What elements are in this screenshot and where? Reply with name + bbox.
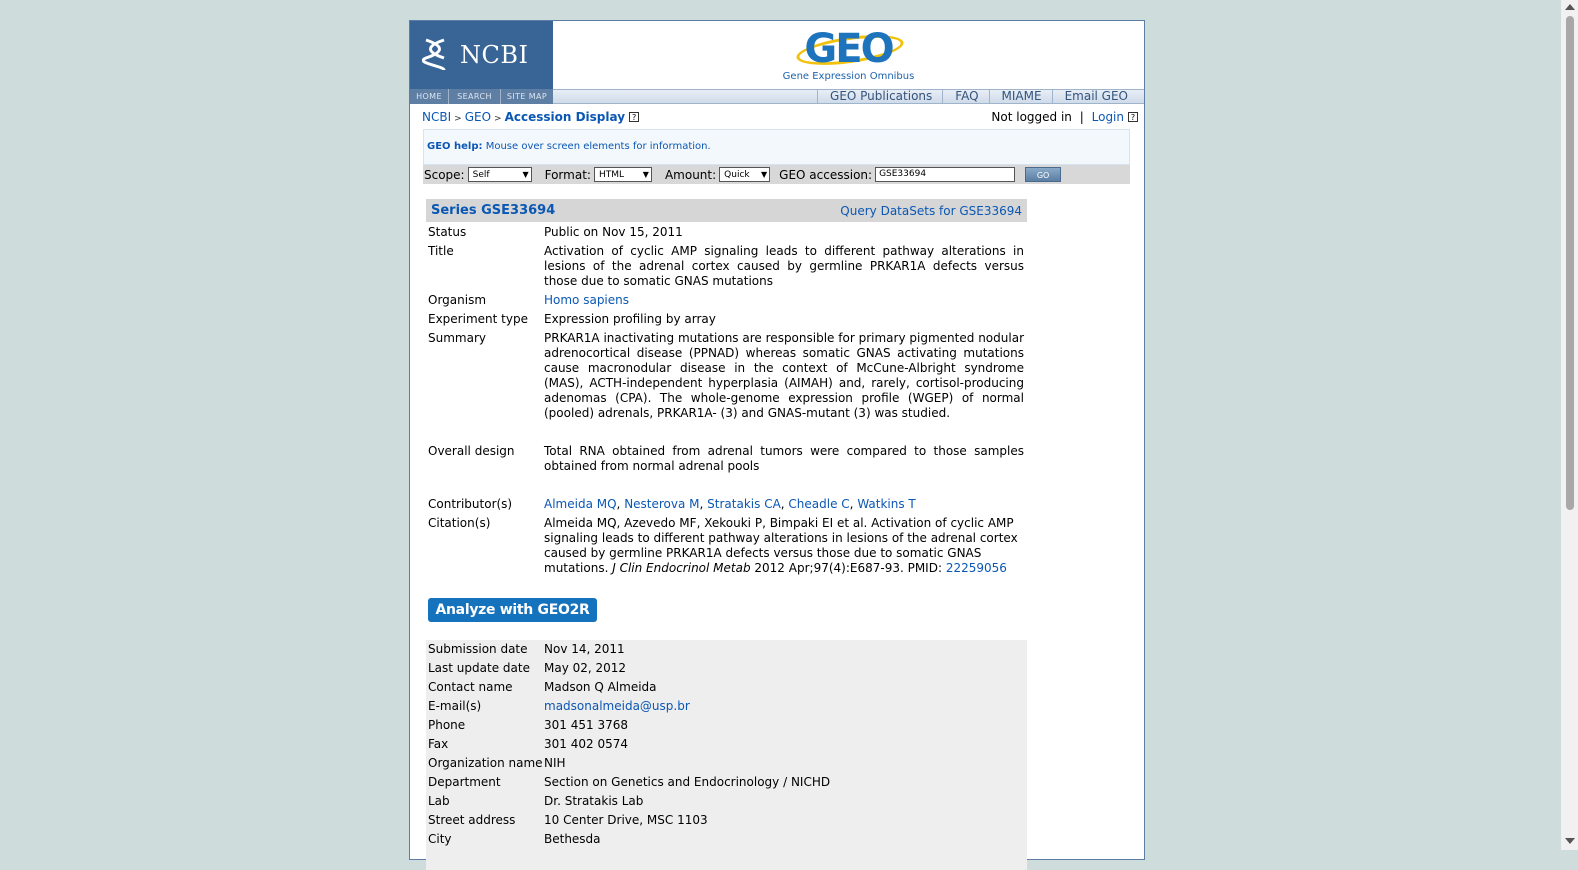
amount-select[interactable]: Quick ▼	[719, 167, 770, 182]
contributor-link[interactable]: Stratakis CA	[707, 497, 781, 511]
nav-email-geo[interactable]: Email GEO	[1052, 90, 1138, 103]
ncbi-wordmark: NCBI	[460, 41, 529, 69]
series-header	[426, 199, 1027, 222]
help-icon[interactable]: ?	[629, 112, 639, 122]
accession-label: GEO accession:	[779, 167, 873, 182]
login-link[interactable]: Login	[1091, 110, 1124, 124]
organism-link[interactable]: Homo sapiens	[544, 293, 630, 307]
nav-faq[interactable]: FAQ	[942, 90, 988, 103]
help-icon[interactable]: ?	[1128, 112, 1138, 122]
geo-logo[interactable]	[553, 21, 1144, 89]
go-button[interactable]: GO	[1025, 167, 1061, 182]
organism-row: Organism Homo sapiens	[428, 293, 630, 307]
title-row: Title Activation of cyclic AMP signaling leads to different pathway alterations in lesions of the adrenal cortex caused by germline PRKAR1A defects versus those due to somatic GNAS mutations	[428, 244, 1024, 288]
summary-row: Summary PRKAR1A inactivating mutations are responsible for primary pigmented nodular adrenocortical disease (PPNAD) whereas somatic GNAS activating mutations cause macronodular disease in the context of McCune-Albright syndrome (MAS), ACTH-independent hyperplasia (AIMAH) and, rarely, cortisol-producing adenomas (CPA). The whole-genome expression profile (WGEP) of normal (pooled) adrenals, PRKAR1A- (3) and GNAS-mutant (3) was studied.	[428, 331, 1024, 420]
submission-row: Contact name Madson Q Almeida	[428, 680, 657, 694]
breadcrumb-sep: >	[454, 114, 462, 124]
contributor-link[interactable]: Watkins T	[857, 497, 916, 511]
breadcrumb-sep: >	[494, 114, 502, 124]
login-area	[991, 110, 1138, 124]
query-bar	[423, 165, 1130, 184]
help-text: Mouse over screen elements for information.	[485, 141, 711, 152]
experiment-type-row: Experiment type Expression profiling by array	[428, 312, 716, 326]
contributor-link[interactable]: Almeida MQ	[544, 497, 617, 511]
scroll-thumb[interactable]	[1566, 16, 1574, 510]
submission-row: City Bethesda	[428, 832, 601, 846]
scroll-up-icon[interactable]	[1565, 4, 1575, 10]
format-label: Format:	[544, 167, 591, 182]
accession-input[interactable]: GSE33694	[875, 167, 1015, 182]
submission-row: Organization name NIH	[428, 756, 566, 770]
pmid-link[interactable]: 22259056	[945, 561, 1007, 575]
ncbi-nav-home[interactable]: HOME	[410, 89, 449, 104]
submission-row: Department Section on Genetics and Endocrinology / NICHD	[428, 775, 831, 789]
scroll-down-icon[interactable]	[1565, 838, 1575, 844]
submission-row: Last update date May 02, 2012	[428, 661, 627, 675]
query-datasets-link[interactable]: Query DataSets for GSE33694	[840, 203, 1022, 218]
series-details	[426, 225, 1027, 580]
submission-row: Fax 301 402 0574	[428, 737, 628, 751]
contributor-link[interactable]: Nesterova M	[624, 497, 700, 511]
contributor-link[interactable]: Cheadle C	[788, 497, 850, 511]
submission-row: Lab Dr. Stratakis Lab	[428, 794, 644, 808]
geo-wordmark: GEO	[804, 29, 892, 69]
ncbi-nav-site-map[interactable]: SITE MAP	[506, 92, 548, 101]
analyze-geo2r-button[interactable]: Analyze with GEO2R	[428, 598, 597, 622]
breadcrumb-current: Accession Display	[504, 110, 626, 124]
scope-label: Scope:	[424, 167, 465, 182]
scrollbar[interactable]	[1561, 0, 1578, 850]
submission-row: E-mail(s) madsonalmeida@usp.br	[428, 699, 690, 713]
breadcrumb-ncbi[interactable]: NCBI	[422, 110, 452, 124]
ncbi-logo[interactable]	[410, 21, 553, 89]
chevron-down-icon: ▼	[642, 170, 649, 179]
login-status: Not logged in	[991, 110, 1072, 124]
nav-miame[interactable]: MIAME	[989, 90, 1052, 103]
series-title: Series GSE33694	[431, 203, 556, 218]
overall-design-row: Overall design Total RNA obtained from adrenal tumors were compared to those samples obtained from normal adrenal pools	[428, 444, 1024, 473]
submission-row: Phone 301 451 3768	[428, 718, 628, 732]
help-bar	[423, 129, 1130, 165]
contributors-row: Contributor(s) Almeida MQ, Nesterova M, Stratakis CA, Cheadle C, Watkins T	[428, 497, 916, 511]
submission-row: Submission date Nov 14, 2011	[428, 642, 625, 656]
ncbi-nav	[410, 89, 553, 104]
page-frame	[409, 20, 1145, 860]
chevron-down-icon: ▼	[522, 170, 529, 179]
help-label: GEO help:	[427, 141, 483, 152]
geo-nav	[553, 89, 1144, 104]
amount-label: Amount:	[664, 167, 717, 182]
email-link[interactable]: madsonalmeida@usp.br	[544, 699, 690, 713]
nav-geo-publications[interactable]: GEO Publications	[817, 90, 942, 103]
dna-helix-icon	[422, 38, 448, 72]
submission-row: Street address 10 Center Drive, MSC 1103	[428, 813, 708, 827]
ncbi-nav-search[interactable]: SEARCH	[449, 89, 501, 104]
status-row: Status Public on Nov 15, 2011	[428, 225, 683, 239]
submission-details	[426, 640, 1027, 870]
breadcrumb-geo[interactable]: GEO	[464, 110, 492, 124]
citation-row: Citation(s) Almeida MQ, Azevedo MF, Xekouki P, Bimpaki EI et al. Activation of cyclic AMP signaling leads to different pathway alterations in lesions of the adrenal cortex caused by germline PRKAR1A defects versus those due to somatic GNAS mutations. J Clin Endocrinol Metab 2012 Apr;97(4):E687-93. PMID: 22259056	[428, 516, 1018, 575]
breadcrumb	[422, 110, 639, 124]
scope-select[interactable]: Self ▼	[468, 167, 532, 182]
login-divider: |	[1079, 110, 1084, 124]
geo-subtitle: Gene Expression Omnibus	[782, 70, 915, 82]
format-select[interactable]: HTML ▼	[594, 167, 652, 182]
chevron-down-icon: ▼	[761, 170, 768, 179]
